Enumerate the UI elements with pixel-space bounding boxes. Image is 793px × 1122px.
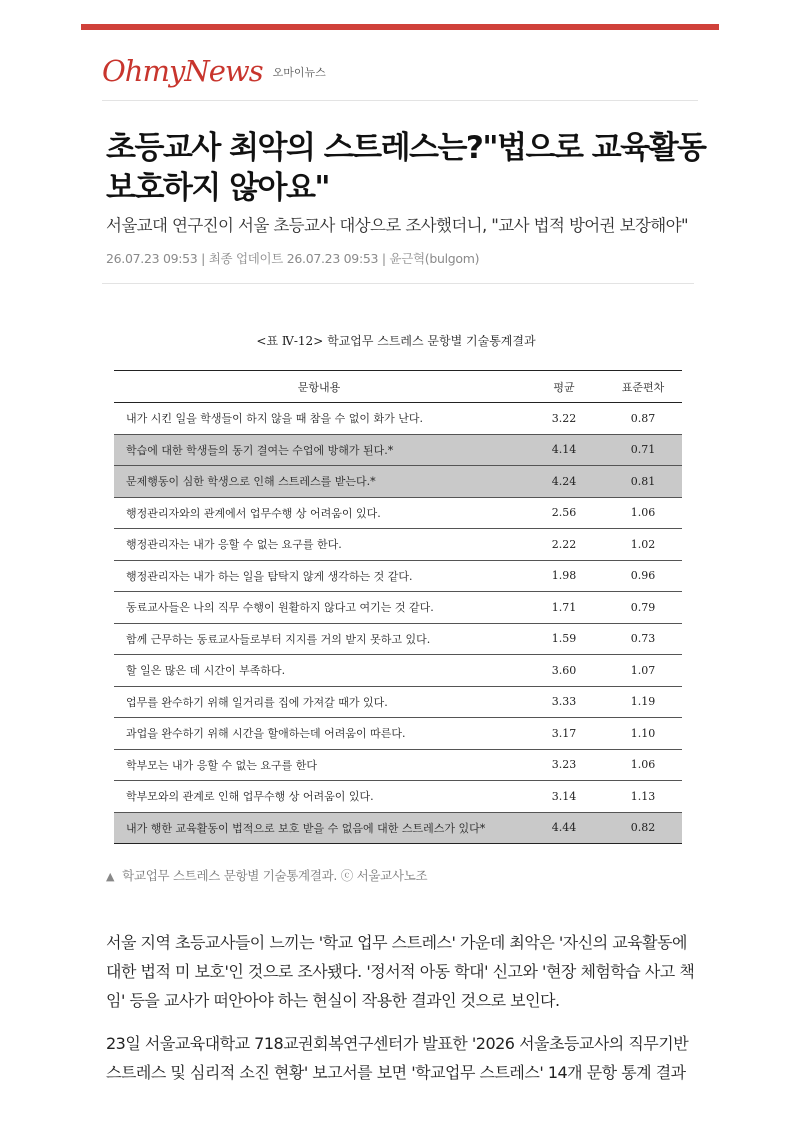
table-row <box>114 497 682 529</box>
row-mean-cell: 3.60 <box>551 663 577 677</box>
row-mean-cell: 3.14 <box>551 789 577 803</box>
row-mean-cell: 4.14 <box>551 443 577 457</box>
row-item-cell: 행정관리자는 내가 응할 수 없는 요구를 한다. <box>126 538 342 552</box>
row-sd-cell: 1.19 <box>630 695 656 709</box>
triangle-up-icon: ▲ <box>106 870 115 883</box>
row-sd-cell: 0.82 <box>630 821 656 835</box>
row-sd-cell: 0.71 <box>630 443 656 457</box>
row-mean-cell: 2.56 <box>551 506 577 520</box>
row-mean-cell: 4.44 <box>551 821 577 835</box>
site-header <box>102 50 326 86</box>
header-divider <box>102 100 698 101</box>
table-row <box>114 749 682 781</box>
row-mean-cell: 1.71 <box>551 600 577 614</box>
row-sd-cell: 1.06 <box>630 758 656 772</box>
article-paragraph-2: 23일 서울교육대학교 718교권회복연구센터가 발표한 '2026 서울초등교사의 직무기반 스트레스 및 심리적 소진 현황' 보고서를 보면 '학교업무 스트레스' 14개 문항 통계 결과 <box>106 1034 689 1082</box>
row-sd-cell: 1.02 <box>630 537 656 551</box>
row-sd-cell: 0.81 <box>630 474 656 488</box>
row-item-cell: 과업을 완수하기 위해 시간을 할애하는데 어려움이 따른다. <box>126 727 406 741</box>
article-subtitle: 서울교대 연구진이 서울 초등교사 대상으로 조사했더니, "교사 법적 방어권 보장해야" <box>106 216 688 235</box>
article-paragraph-1: 서울 지역 초등교사들이 느끼는 '학교 업무 스트레스' 가운데 최악은 '자신의 교육활동에 대한 법적 미 보호'인 것으로 조사됐다. '정서적 아동 학대' 신고와 '현장 체험학습 사고 책임' 등을 교사가 떠안아야 하는 현실이 작용한 결과인 것으로 보인다. <box>106 933 695 1010</box>
article-title <box>106 128 706 208</box>
table-header-row <box>114 371 682 403</box>
row-item-cell: 동료교사들은 나의 직무 수행이 원활하지 않다고 여기는 것 같다. <box>126 601 434 615</box>
row-item-cell: 행정관리자와의 관계에서 업무수행 상 어려움이 있다. <box>126 506 381 520</box>
table-row <box>114 560 682 592</box>
article-meta: 26.07.23 09:53 | 최종 업데이트 26.07.23 09:53 | 윤근혁(bulgom) <box>106 251 480 266</box>
row-sd-cell: 0.96 <box>630 569 656 583</box>
row-item-cell: 문제행동이 심한 학생으로 인해 스트레스를 받는다.* <box>126 475 376 489</box>
row-item-cell: 내가 행한 교육활동이 법적으로 보호 받을 수 없음에 대한 스트레스가 있다* <box>126 821 486 835</box>
table-row <box>114 812 682 844</box>
article-title-line-2: 보호하지 않아요" <box>106 170 330 206</box>
row-mean-cell: 3.22 <box>551 411 577 425</box>
row-sd-cell: 1.13 <box>630 789 656 803</box>
article-figure[interactable] <box>106 330 686 835</box>
row-item-cell: 업무를 완수하기 위해 일거리를 집에 가져갈 때가 있다. <box>126 695 388 709</box>
table-row <box>114 781 682 813</box>
meta-divider <box>102 283 694 284</box>
row-sd-cell: 1.06 <box>630 506 656 520</box>
row-sd-cell: 0.87 <box>630 411 656 425</box>
stress-stats-table <box>114 370 682 844</box>
table-row <box>114 529 682 561</box>
row-mean-cell: 1.59 <box>551 632 577 646</box>
table-row <box>114 403 682 435</box>
article-title-line-1: 초등교사 최악의 스트레스는?"법으로 교육활동 <box>106 130 706 166</box>
table-row <box>114 718 682 750</box>
figure-caption <box>106 866 427 884</box>
row-item-cell: 학습에 대한 학생들의 동기 결여는 수업에 방해가 된다.* <box>126 443 394 457</box>
row-item-cell: 학부모와의 관계로 인해 업무수행 상 어려움이 있다. <box>126 790 374 804</box>
row-item-cell: 행정관리자는 내가 하는 일을 탐탁지 않게 생각하는 것 같다. <box>126 569 413 583</box>
table-title: <표 Ⅳ-12> 학교업무 스트레스 문항별 기술통계결과 <box>256 334 536 348</box>
column-header-item: 문항내용 <box>297 380 341 394</box>
top-accent-bar <box>81 24 719 30</box>
row-mean-cell: 2.22 <box>551 537 577 551</box>
table-row <box>114 686 682 718</box>
column-header-mean: 평균 <box>553 380 575 394</box>
site-logo-subtitle: 오마이뉴스 <box>272 66 326 79</box>
table-row <box>114 592 682 624</box>
row-item-cell: 할 일은 많은 데 시간이 부족하다. <box>126 664 286 678</box>
row-sd-cell: 1.07 <box>630 663 656 677</box>
row-item-cell: 함께 근무하는 동료교사들로부터 지지를 거의 받지 못하고 있다. <box>126 632 431 646</box>
row-sd-cell: 0.73 <box>630 632 656 646</box>
table-row <box>114 466 682 498</box>
column-header-sd: 표준편차 <box>621 380 665 394</box>
row-item-cell: 학부모는 내가 응할 수 없는 요구를 한다 <box>126 758 317 772</box>
table-row <box>114 623 682 655</box>
row-mean-cell: 4.24 <box>551 474 577 488</box>
site-logo[interactable]: OhmyNews <box>102 54 263 88</box>
row-mean-cell: 1.98 <box>551 569 577 583</box>
row-mean-cell: 3.23 <box>551 758 577 772</box>
table-row <box>114 434 682 466</box>
row-item-cell: 내가 시킨 일을 학생들이 하지 않을 때 참을 수 없이 화가 난다. <box>126 412 423 426</box>
row-sd-cell: 1.10 <box>630 726 656 740</box>
row-mean-cell: 3.17 <box>551 726 577 740</box>
table-row <box>114 655 682 687</box>
row-sd-cell: 0.79 <box>630 600 656 614</box>
row-mean-cell: 3.33 <box>551 695 577 709</box>
figure-caption-text: 학교업무 스트레스 문항별 기술통계결과. ⓒ 서울교사노조 <box>122 868 428 883</box>
